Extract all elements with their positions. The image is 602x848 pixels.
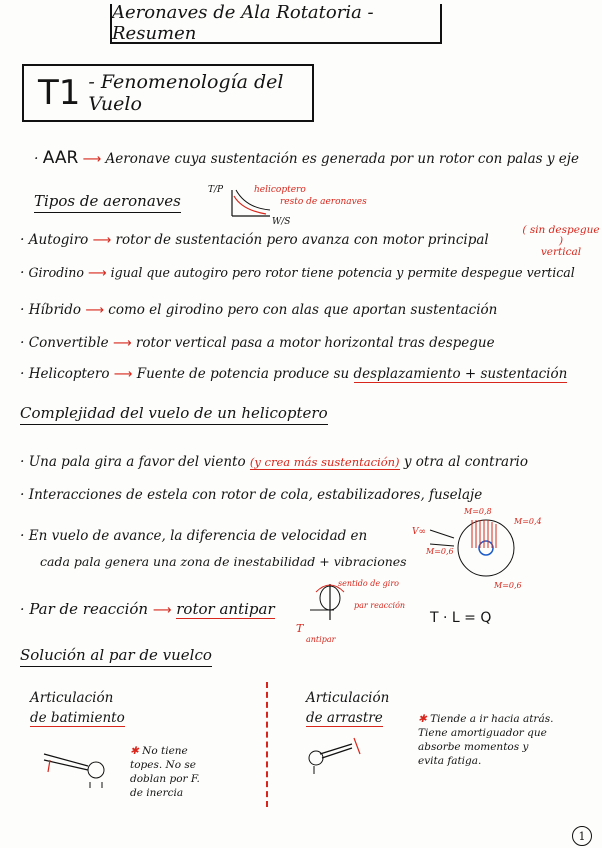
- avance-text-1: En vuelo de avance, la diferencia de velocidad en: [28, 528, 368, 544]
- arrow-icon: ⟶: [82, 152, 102, 167]
- arrastre-note-1: Tiende a ir hacia atrás.: [430, 713, 554, 725]
- t-label: T: [296, 622, 304, 635]
- column-divider: [266, 682, 268, 807]
- page-title: Aeronaves de Ala Rotatoria - Resumen: [110, 4, 442, 44]
- tipo-hibrido: · Híbrido ⟶ como el girodino pero con alas que aportan sustentación: [20, 302, 498, 318]
- avance-text-2: cada pala genera una zona de inestabilidad + vibraciones: [40, 554, 407, 569]
- complejidad-avance-1: · En vuelo de avance, la diferencia de velocidad en: [20, 528, 368, 544]
- batimiento-note-4: de inercia: [130, 787, 184, 799]
- batimiento-title-2: de batimiento: [30, 710, 125, 726]
- m-bottom-label: M=0,6: [494, 581, 522, 590]
- section-title-box: [22, 64, 314, 122]
- tipo-term: Autogiro: [28, 232, 89, 248]
- tipo-helicoptero: · Helicoptero ⟶ Fuente de potencia produce su desplazamiento + sustentación: [20, 366, 568, 382]
- arrastre-note: [418, 712, 553, 768]
- batimiento-note: [130, 744, 200, 800]
- tipo-desc: rotor vertical pasa a motor horizontal tras despegue: [135, 335, 495, 351]
- m-left-label: M=0,6: [426, 547, 454, 556]
- pala-text-a: Una pala gira a favor del viento: [28, 454, 246, 470]
- arrastre-note-2: Tiene amortiguador que: [418, 727, 547, 739]
- diagram-rest-label: resto de aeronaves: [280, 197, 367, 207]
- section-code: T1: [38, 73, 81, 113]
- tipo-convertible: · Convertible ⟶ rotor vertical pasa a motor horizontal tras despegue: [20, 335, 495, 351]
- tipo-term: Helicoptero: [28, 366, 110, 382]
- batimiento-note-3: doblan por F.: [130, 773, 200, 785]
- arrastre-title: [306, 688, 389, 728]
- complejidad-interacciones: · Interacciones de estela con rotor de cola, estabilizadores, fuselaje: [20, 487, 483, 503]
- tipo-desc: igual que autogiro pero rotor tiene potencia y permite despegue vertical: [110, 265, 575, 280]
- complejidad-pala: · Una pala gira a favor del viento (y crea más sustentación) y otra al contrario: [20, 454, 528, 470]
- par-reaccion-label: par reacción: [354, 601, 406, 610]
- batimiento-title-1: Articulación: [30, 690, 114, 706]
- antipar-label: antipar: [306, 635, 336, 644]
- arrastre-diagram: [300, 732, 364, 776]
- section-title: - Fenomenología del Vuelo: [88, 71, 284, 115]
- v-inf-label: V∞: [412, 527, 426, 537]
- arrow-icon: ⟶: [92, 233, 112, 248]
- solucion-heading: Solución al par de vuelco: [20, 646, 212, 667]
- arrastre-note-3: absorbe momentos y: [418, 741, 529, 753]
- complejidad-heading: Complejidad del vuelo de un helicoptero: [20, 404, 328, 425]
- aar-term: AAR: [42, 148, 79, 168]
- diagram-heli-label: helicoptero: [254, 185, 306, 195]
- aar-text: Aeronave cuya sustentación es generada por un rotor con palas y eje: [105, 151, 579, 167]
- arrastre-title-1: Articulación: [306, 690, 390, 706]
- tipo-desc: como el girodino pero con alas que aportan sustentación: [108, 302, 498, 318]
- sentido-label: sentido de giro: [338, 579, 399, 588]
- bullet: ·: [34, 151, 39, 167]
- autogiro-note-1: sin despegue: [529, 224, 600, 236]
- complejidad-avance-2: [40, 554, 407, 569]
- tipos-heading: Tipos de aeronaves: [34, 192, 181, 213]
- aar-definition: [34, 148, 579, 168]
- page-number: 1: [572, 826, 592, 846]
- arrow-icon: ⟶: [85, 303, 104, 318]
- par-label: Par de reacción: [29, 600, 149, 618]
- tipo-term: Girodino: [28, 265, 84, 280]
- autogiro-note: ( sin despegue ) vertical: [522, 224, 600, 258]
- batimiento-title: [30, 688, 125, 728]
- pala-text-c: y otra al contrario: [403, 454, 528, 470]
- rotor-advance-diagram: [410, 500, 550, 592]
- tipo-desc: Fuente de potencia produce su: [136, 366, 350, 382]
- arrastre-title-2: de arrastre: [306, 710, 383, 726]
- batimiento-note-2: topes. No se: [130, 759, 196, 771]
- tipo-desc-emphasis: desplazamiento + sustentación: [353, 366, 568, 382]
- batimiento-diagram: [40, 740, 120, 790]
- diagram-y-label: T/P: [208, 185, 224, 195]
- asterisk-icon: ✱: [418, 713, 427, 725]
- arrastre-note-4: evita fatiga.: [418, 755, 482, 767]
- arrow-icon: ⟶: [113, 367, 133, 382]
- tipo-term: Convertible: [28, 335, 109, 351]
- diagram-x-label: W/S: [272, 217, 291, 226]
- tipo-desc: rotor de sustentación pero avanza con motor principal: [115, 232, 489, 248]
- tipo-term: Híbrido: [28, 302, 82, 318]
- interacciones-text: Interacciones de estela con rotor de cola, estabilizadores, fuselaje: [28, 487, 483, 503]
- asterisk-icon: ✱: [130, 745, 139, 757]
- m-top-label: M=0,8: [464, 507, 492, 516]
- arrow-icon: ⟶: [87, 266, 107, 281]
- m-right-label: M=0,4: [514, 517, 542, 526]
- par-reaccion-line: · Par de reacción ⟶ rotor antipar: [20, 600, 275, 618]
- par-diagram: [292, 576, 422, 646]
- par-result: rotor antipar: [176, 600, 275, 618]
- tipo-autogiro: · Autogiro ⟶ rotor de sustentación pero avanza con motor principal: [20, 232, 489, 248]
- pala-text-b: (y crea más sustentación): [249, 455, 400, 469]
- tipos-diagram: [206, 182, 396, 226]
- formula: T · L = Q: [430, 610, 492, 626]
- tipo-girodino: · Girodino ⟶ igual que autogiro pero rotor tiene potencia y permite despegue vertical: [20, 265, 575, 281]
- batimiento-note-1: No tiene: [142, 745, 188, 757]
- arrow-icon: ⟶: [152, 603, 172, 618]
- autogiro-note-2: vertical: [540, 246, 582, 258]
- arrow-icon: ⟶: [112, 336, 132, 351]
